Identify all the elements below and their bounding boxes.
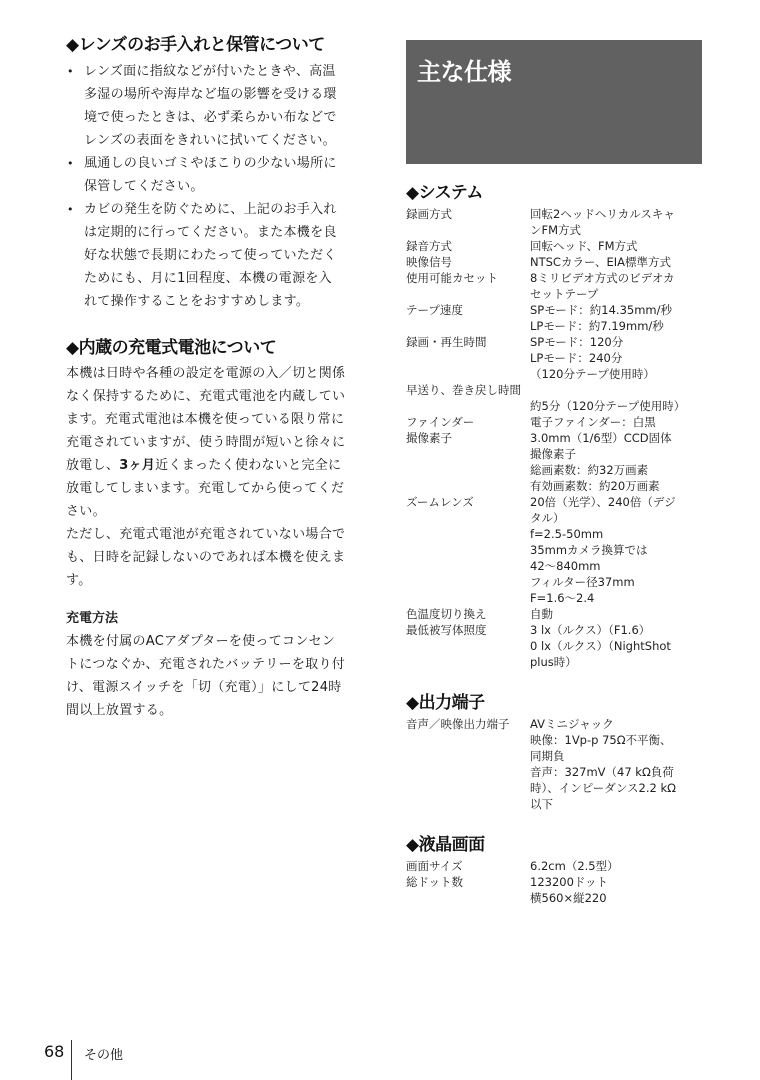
bullet-item [66,152,366,198]
paragraph-line: 充電されていますが、使う時間が短いと徐々に [66,435,346,450]
spec-value [530,494,702,606]
spec-value-line: 3.0mm（1/6型）CCD固体 [530,431,672,445]
spec-value [530,858,702,874]
spec-value-line: 回転2ヘッドヘリカルスキャ [530,207,675,221]
spec-row [406,430,702,494]
spec-value-line: フィルター径37mm [530,575,635,589]
spec-label: 最低被写体照度 [406,623,487,637]
bullet-line: れて操作することをおすすめします。 [84,294,310,309]
bullet-line: レンズ面に指紋などが付いたときや、高温 [84,64,336,79]
spec-value-line: NTSCカラー、EIA標準方式 [530,255,672,269]
spec-value [530,270,702,302]
spec-value-line: （120分テープ使用時） [530,367,655,381]
bullet-line: レンズの表面をきれいに拭いてください。 [84,133,336,148]
spec-row [406,334,702,382]
spec-value-line: 3 lx（ルクス）（F1.6） [530,623,651,637]
emphasis-text: 3ヶ月 [119,458,156,473]
spec-row [406,858,702,874]
paragraph-line: ます。充電式電池は本機を使っている限り常に [66,412,345,427]
spec-value [530,874,702,906]
left-column [66,34,366,722]
spec-value-line: 自動 [530,607,553,621]
spec-row [406,270,702,302]
spec-label: 録画方式 [406,207,452,221]
spec-label: 使用可能カセット [406,271,498,285]
spec-value [530,414,702,430]
bullet-item [66,60,366,152]
spec-row [406,494,702,606]
spec-value [530,238,702,254]
bullet-item [66,198,366,313]
lens-care-list [66,60,366,313]
spec-value-line: セットテープ [530,287,599,301]
spec-label: 色温度切り換え [406,607,487,621]
spec-value-line: 映像：1Vp-p 75Ω不平衡、 [530,733,672,747]
spec-value [530,334,702,382]
charge-method-heading: 充電方法 [66,611,119,626]
spec-value-line: タル） [530,511,565,525]
spec-value-line: 20倍（光学）、240倍（デジ [530,495,676,509]
spec-value-line: SPモード：120分 [530,335,624,349]
charge-method-paragraph [66,630,366,722]
paragraph-line: 放電してしまいます。充電してから使ってくだ [66,481,345,496]
spec-value-line: 横560×縦220 [530,891,607,905]
paragraph-line: す。 [66,573,92,588]
paragraph-line: 放電し、3ヶ月近くまったく使わないと完全に [66,458,342,473]
lcd-spec-table [406,858,702,906]
spec-value [530,254,702,270]
paragraph-line: なく保持するために、充電式電池を内蔵してい [66,389,346,404]
system-heading: ◆システム [406,183,483,203]
spec-value [530,430,702,494]
right-column [406,40,702,906]
spec-value [530,716,702,812]
paragraph-line: さい。 [66,504,106,519]
spec-label: 早送り、巻き戻し時間 [406,383,521,397]
spec-label: 映像信号 [406,255,452,269]
spec-label: ファインダー [406,415,475,429]
battery-heading: ◆内蔵の充電式電池について [66,338,277,358]
spec-label: 録音方式 [406,239,452,253]
spec-value-line: 35mmカメラ換算では [530,543,648,557]
paragraph-line: も、日時を記録しないのであれば本機を使えま [66,550,346,565]
bullet-line: 好な状態で長期にわたって使っていただく [84,248,337,263]
spec-value-line: 有効画素数：約20万画素 [530,479,660,493]
spec-value-line: 電子ファインダー：白黒 [530,415,656,429]
spec-row [406,398,702,414]
footer-divider [71,1040,72,1080]
spec-value-line: 回転ヘッド、FM方式 [530,239,638,253]
output-heading: ◆出力端子 [406,693,485,713]
spec-row [406,874,702,906]
spec-value-line: 123200ドット [530,875,608,889]
spec-label: ズームレンズ [406,495,474,509]
paragraph-line: け、電源スイッチを「切（充電）」にして24時 [66,680,342,695]
spec-value-line: SPモード：約14.35mm/秒 [530,303,672,317]
spec-label: テープ速度 [406,303,463,317]
spec-row [406,622,702,670]
spec-value-line: 42〜840mm [530,559,601,573]
spec-label: 録画・再生時間 [406,335,487,349]
spec-value-line: LPモード：240分 [530,351,623,365]
bullet-dot-icon: • [67,203,74,216]
spec-row [406,302,702,334]
spec-value [530,606,702,622]
spec-value-line: 時）、インピーダンス2.2 kΩ [530,781,676,795]
spec-row [406,716,702,812]
spec-value-line: 約5分（120分テープ使用時） [530,399,686,413]
footer-section-name: その他 [84,1048,124,1063]
spec-label: 音声／映像出力端子 [406,717,510,731]
spec-value-line: 音声：327mV（47 kΩ負荷 [530,765,674,779]
bullet-dot-icon: • [67,65,74,78]
paragraph-line: トにつなぐか、充電されたバッテリーを取り付 [66,657,346,672]
spec-value [530,206,702,238]
bullet-line: ためにも、月に1回程度、本機の電源を入 [84,271,332,286]
spec-label: 画面サイズ [406,859,463,873]
bullet-dot-icon: • [67,157,74,170]
paragraph-line: 間以上放置する。 [66,703,173,718]
spec-value-line: F=1.6〜2.4 [530,591,595,605]
spec-value-line: 0 lx（ルクス）（NightShot [530,639,671,653]
spec-value [530,302,702,334]
lens-care-heading: ◆レンズのお手入れと保管について [66,35,325,55]
spec-value-line: plus時） [530,655,577,669]
spec-value [530,622,702,670]
spec-value-line: ンFM方式 [530,223,582,237]
bullet-line: は定期的に行ってください。また本機を良 [84,225,337,240]
bullet-line: 保管してください。 [84,179,204,194]
spec-row [406,606,702,622]
spec-value-line: 撮像素子 [530,447,576,461]
spec-value-line: 以下 [530,797,553,811]
spec-value-line: 8ミリビデオ方式のビデオカ [530,271,675,285]
bullet-line: 多湿の場所や海岸など塩の影響を受ける環 [84,87,337,102]
lcd-heading: ◆液晶画面 [406,835,485,855]
system-spec-table [406,206,702,670]
output-spec-table [406,716,702,812]
spec-label [406,398,530,414]
spec-row [406,206,702,238]
battery-paragraph-1 [66,362,366,523]
spec-value [521,382,702,398]
spec-value-line: AVミニジャック [530,717,614,731]
spec-row [406,238,702,254]
spec-row [406,382,702,398]
spec-value-line: f=2.5-50mm [530,527,604,541]
bullet-line: 境で使ったときは、必ず柔らかい布などで [84,110,337,125]
spec-row [406,414,702,430]
paragraph-line: ただし、充電式電池が充電されていない場合で [66,527,346,542]
spec-label: 総ドット数 [406,875,464,889]
spec-value [530,398,702,414]
spec-value-line: 同期負 [530,749,565,763]
spec-title-box [406,40,702,164]
spec-value-line: 6.2cm（2.5型） [530,859,619,873]
spec-label: 撮像素子 [406,431,452,445]
paragraph-line: 本機を付属のACアダプターを使ってコンセン [66,634,336,649]
bullet-line: カビの発生を防ぐために、上記のお手入れ [84,202,337,217]
spec-value-line: 総画素数：約32万画素 [530,463,649,477]
paragraph-line: 本機は日時や各種の設定を電源の入／切と関係 [66,366,346,381]
spec-row [406,254,702,270]
spec-title: 主な仕様 [417,58,511,86]
battery-paragraph-2 [66,523,366,592]
bullet-line: 風通しの良いゴミやほこりの少ない場所に [84,156,337,171]
page-number: 68 [44,1042,65,1061]
spec-value-line: LPモード：約7.19mm/秒 [530,319,664,333]
